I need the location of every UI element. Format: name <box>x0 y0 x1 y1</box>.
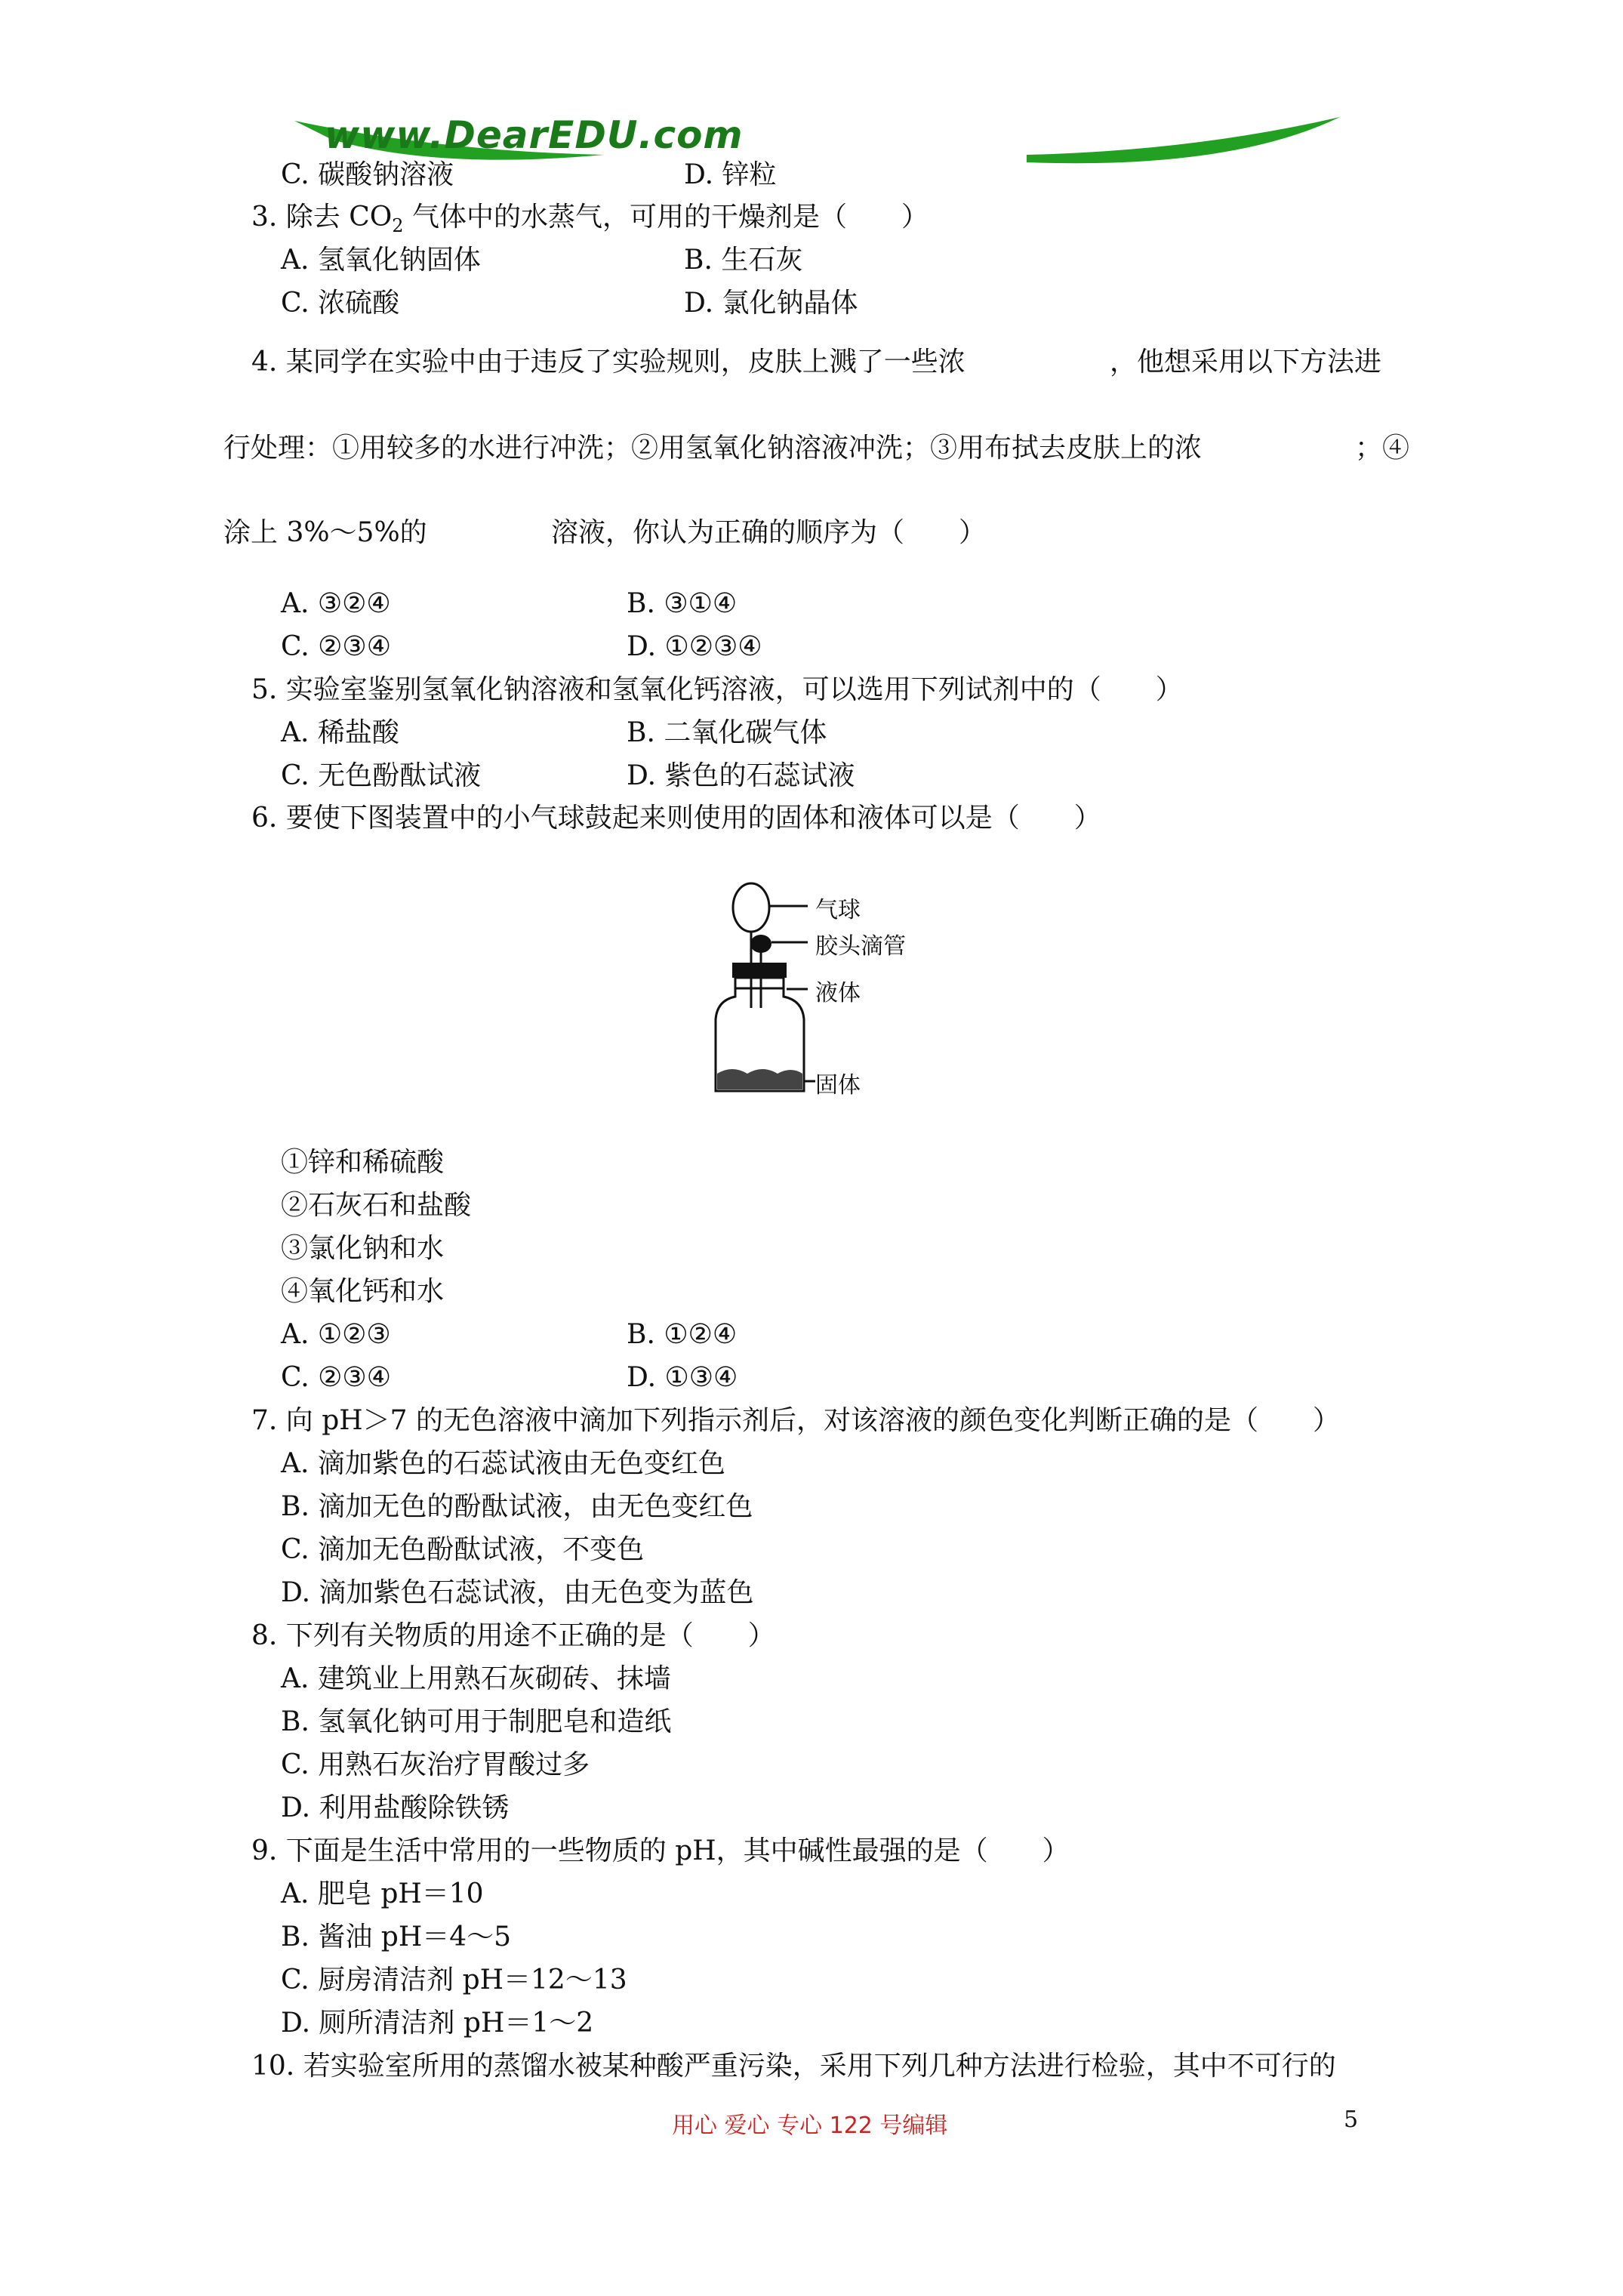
q8-option-b: B. 氢氧化钠可用于制肥皂和造纸 <box>281 1706 672 1737</box>
label-balloon: 气球 <box>815 897 861 923</box>
q7-option-a: A. 滴加紫色的石蕊试液由无色变红色 <box>281 1448 725 1479</box>
q3-option-c: C. 浓硫酸 <box>281 288 400 319</box>
q7-stem: 7. 向 pH＞7 的无色溶液中滴加下列指示剂后，对该溶液的颜色变化判断正确的是（ ） <box>251 1405 1341 1436</box>
q9-option-a: A. 肥皂 pH＝10 <box>281 1878 484 1909</box>
q6-item-2: ②石灰石和盐酸 <box>281 1190 472 1221</box>
q6-option-c: C. ②③④ <box>281 1362 391 1393</box>
q7-option-b: B. 滴加无色的酚酞试液，由无色变红色 <box>281 1491 753 1522</box>
q9-option-b: B. 酱油 pH＝4～5 <box>281 1922 512 1952</box>
q8-option-a: A. 建筑业上用熟石灰砌砖、抹墙 <box>281 1663 671 1694</box>
q5-option-b: B. 二氧化碳气体 <box>627 717 827 748</box>
q4-line2a: 行处理：①用较多的水进行冲洗；②用氢氧化钠溶液冲洗；③用布拭去皮肤上的浓 <box>223 433 1203 464</box>
q8-option-c: C. 用熟石灰治疗胃酸过多 <box>281 1749 590 1780</box>
q5-option-a: A. 稀盐酸 <box>281 717 399 748</box>
q8-stem: 8. 下列有关物质的用途不正确的是（ ） <box>251 1620 775 1651</box>
q7-option-c: C. 滴加无色酚酞试液，不变色 <box>281 1534 645 1565</box>
q6-option-d: D. ①③④ <box>627 1362 738 1393</box>
q6-option-a: A. ①②③ <box>281 1319 391 1350</box>
footer-editor-note: 用心 爱心 专心 122 号编辑 <box>672 2113 948 2139</box>
q9-option-d: D. 厕所清洁剂 pH＝1～2 <box>281 2008 594 2039</box>
q8-option-d: D. 利用盐酸除铁锈 <box>281 1792 510 1823</box>
label-dropper: 胶头滴管 <box>815 933 906 960</box>
q6-item-1: ①锌和稀硫酸 <box>281 1147 445 1178</box>
q9-option-c: C. 厨房清洁剂 pH＝12～13 <box>281 1965 627 1996</box>
q6-item-3: ③氯化钠和水 <box>281 1233 445 1264</box>
q7-option-d: D. 滴加紫色石蕊试液，由无色变为蓝色 <box>281 1577 754 1608</box>
q3-stem: 3. 除去 $CO_2$ 气体中的水蒸气，可用的干燥剂是（ ） <box>251 202 929 237</box>
apparatus-drawing <box>702 876 823 1102</box>
q2-option-d: D. 锌粒 <box>684 159 777 190</box>
q6-stem: 6. 要使下图装置中的小气球鼓起来则使用的固体和液体可以是（ ） <box>251 803 1101 834</box>
site-logo[interactable]: www.DearEDU.com <box>325 113 744 157</box>
q4-line3a: 涂上 3%～5%的 <box>223 517 427 548</box>
q5-option-d: D. 紫色的石蕊试液 <box>627 760 855 791</box>
q4-option-c: C. ②③④ <box>281 631 391 662</box>
q4-line1a: 4. 某同学在实验中由于违反了实验规则，皮肤上溅了一些浓 <box>251 347 965 378</box>
q3-option-a: A. 氢氧化钠固体 <box>281 245 481 276</box>
q4-option-a: A. ③②④ <box>281 588 391 619</box>
q4-option-d: D. ①②③④ <box>627 631 762 662</box>
q3-option-b: B. 生石灰 <box>684 245 803 276</box>
q4-line2b: ；④ <box>1355 433 1410 464</box>
q5-option-c: C. 无色酚酞试液 <box>281 760 482 791</box>
right-swoosh <box>1027 117 1340 163</box>
label-solid: 固体 <box>815 1072 861 1099</box>
q4-line3b: 溶液，你认为正确的顺序为（ ） <box>551 517 987 548</box>
q4-option-b: B. ③①④ <box>627 588 738 619</box>
q4-line1b: ，他想采用以下方法进 <box>1110 347 1382 378</box>
page-number: 5 <box>1344 2106 1359 2133</box>
q5-stem: 5. 实验室鉴别氢氧化钠溶液和氢氧化钙溶液，可以选用下列试剂中的（ ） <box>251 674 1183 705</box>
q3-option-d: D. 氯化钠晶体 <box>684 288 858 319</box>
q10-stem: 10. 若实验室所用的蒸馏水被某种酸严重污染，采用下列几种方法进行检验，其中不可行的 <box>251 2051 1336 2082</box>
q2-option-c: C. 碳酸钠溶液 <box>281 159 454 190</box>
q6-option-b: B. ①②④ <box>627 1319 738 1350</box>
label-liquid: 液体 <box>815 980 861 1006</box>
q6-item-4: ④氧化钙和水 <box>281 1276 445 1307</box>
q9-stem: 9. 下面是生活中常用的一些物质的 pH，其中碱性最强的是（ ） <box>251 1835 1070 1866</box>
